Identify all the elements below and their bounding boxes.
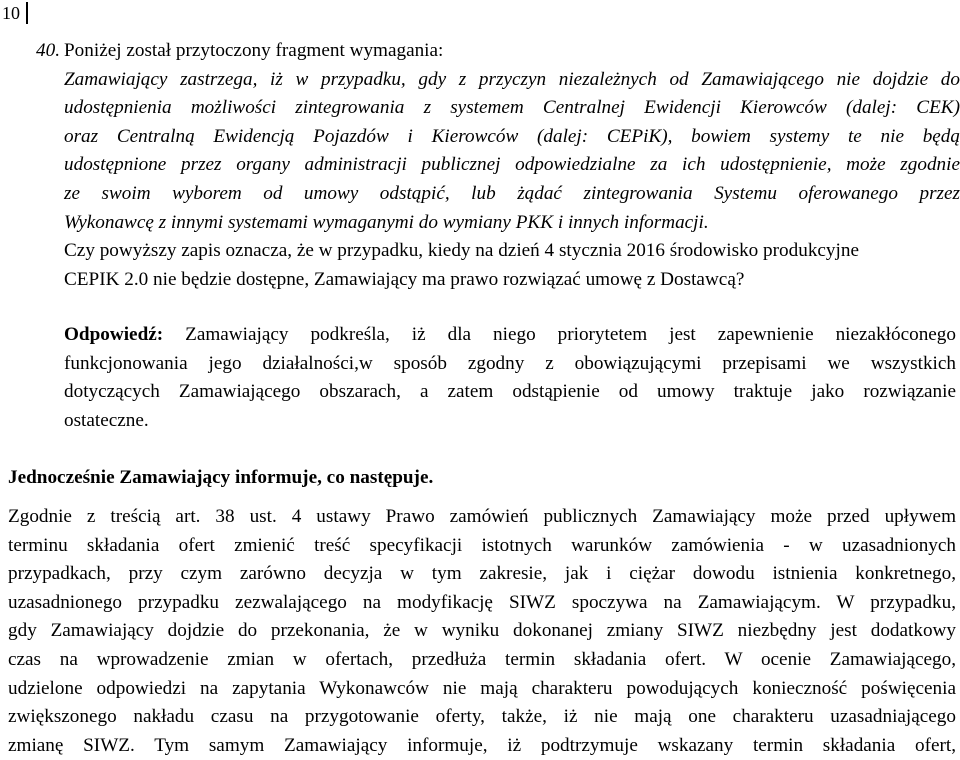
info-line: terminu składania ofert zmienić treść specyfikacji istotnych warunków zamówienia - w uzasadnionych: [8, 534, 956, 556]
info-block: [8, 503, 956, 760]
info-heading: Jednocześnie Zamawiający informuje, co następuje.: [8, 467, 434, 488]
quote-line: Zamawiający zastrzega, iż w przypadku, gdy z przyczyn niezależnych od Zamawiającego nie dojdzie do: [64, 68, 960, 90]
question-block: [36, 37, 960, 294]
info-line: przypadkach, przy czym zarówno decyzja w tym zakresie, jak i ciężar dowodu istnienia konkretnego,: [8, 563, 956, 585]
quote-line: oraz Centralną Ewidencją Pojazdów i Kierowców (dalej: CEPiK), bowiem systemy te nie będą: [64, 125, 960, 147]
page-number: 10: [2, 3, 20, 23]
info-line: czas na wprowadzenie zmian w ofertach, przedłuża termin składania ofert. W ocenie Zamawiającego,: [8, 648, 956, 670]
quote-line: udostępnienia możliwości zintegrowania z systemem Centralnej Ewidencji Kierowców (dalej: CEK): [64, 97, 960, 119]
info-line: uzasadnionego przypadku zezwalającego na modyfikację SIWZ spoczywa na Zamawiającym. W przypadku,: [8, 591, 956, 613]
info-line: gdy Zamawiający dojdzie do przekonania, że w wyniku dokonanej zmiany SIWZ niezbędny jest dodatkowy: [8, 620, 956, 642]
info-line: udzielone odpowiedzi na zapytania Wykonawców nie mają charakteru powodujących konieczność poświęcenia: [8, 677, 956, 699]
answer-text: Zamawiający podkreśla, iż dla niego priorytetem jest zapewnienie niezakłóconego: [163, 324, 956, 345]
answer-line: dotyczących Zamawiającego obszarach, a zatem odstąpienie od umowy traktuje jako rozwiązanie: [64, 381, 956, 403]
header-divider: [26, 2, 28, 24]
info-line: zmianę SIWZ. Tym samym Zamawiający informuje, iż podtrzymuje wskazany termin składania ofert,: [8, 734, 956, 756]
question-intro: Poniżej został przytoczony fragment wymagania:: [64, 40, 444, 61]
quote-line: ze swoim wyborem od umowy odstąpić, lub żądać zintegrowania Systemu oferowanego przez: [64, 182, 960, 204]
answer-label: Odpowiedź:: [64, 324, 164, 345]
info-line: zwiększonego nakładu czasu na przygotowanie oferty, także, iż nie mają one charakteru uzasadniającego: [8, 706, 956, 728]
answer-line: ostateczne.: [64, 409, 149, 431]
answer-block: [64, 321, 956, 435]
quote-line: Wykonawcę z innymi systemami wymaganymi do wymiany PKK i innych informacji.: [64, 211, 709, 233]
question-line: Czy powyższy zapis oznacza, że w przypadku, kiedy na dzień 4 stycznia 2016 środowisko produkcyjne: [64, 240, 859, 262]
quote-line: udostępnione przez organy administracji publicznej odpowiedzialne za ich udostępnienie, może zgodnie: [64, 154, 960, 176]
question-intro-line: [36, 37, 960, 66]
answer-line: [64, 321, 956, 350]
answer-line: funkcjonowania jego działalności,w sposób zgodny z obowiązującymi przepisami we wszystkich: [64, 352, 956, 374]
question-number: 40.: [36, 40, 60, 61]
page-header: [2, 0, 28, 26]
info-line: Zgodnie z treścią art. 38 ust. 4 ustawy Prawo zamówień publicznych Zamawiający może przed upływem: [8, 506, 956, 527]
question-line: CEPIK 2.0 nie będzie dostępne, Zamawiający ma prawo rozwiązać umowę z Dostawcą?: [64, 268, 745, 290]
